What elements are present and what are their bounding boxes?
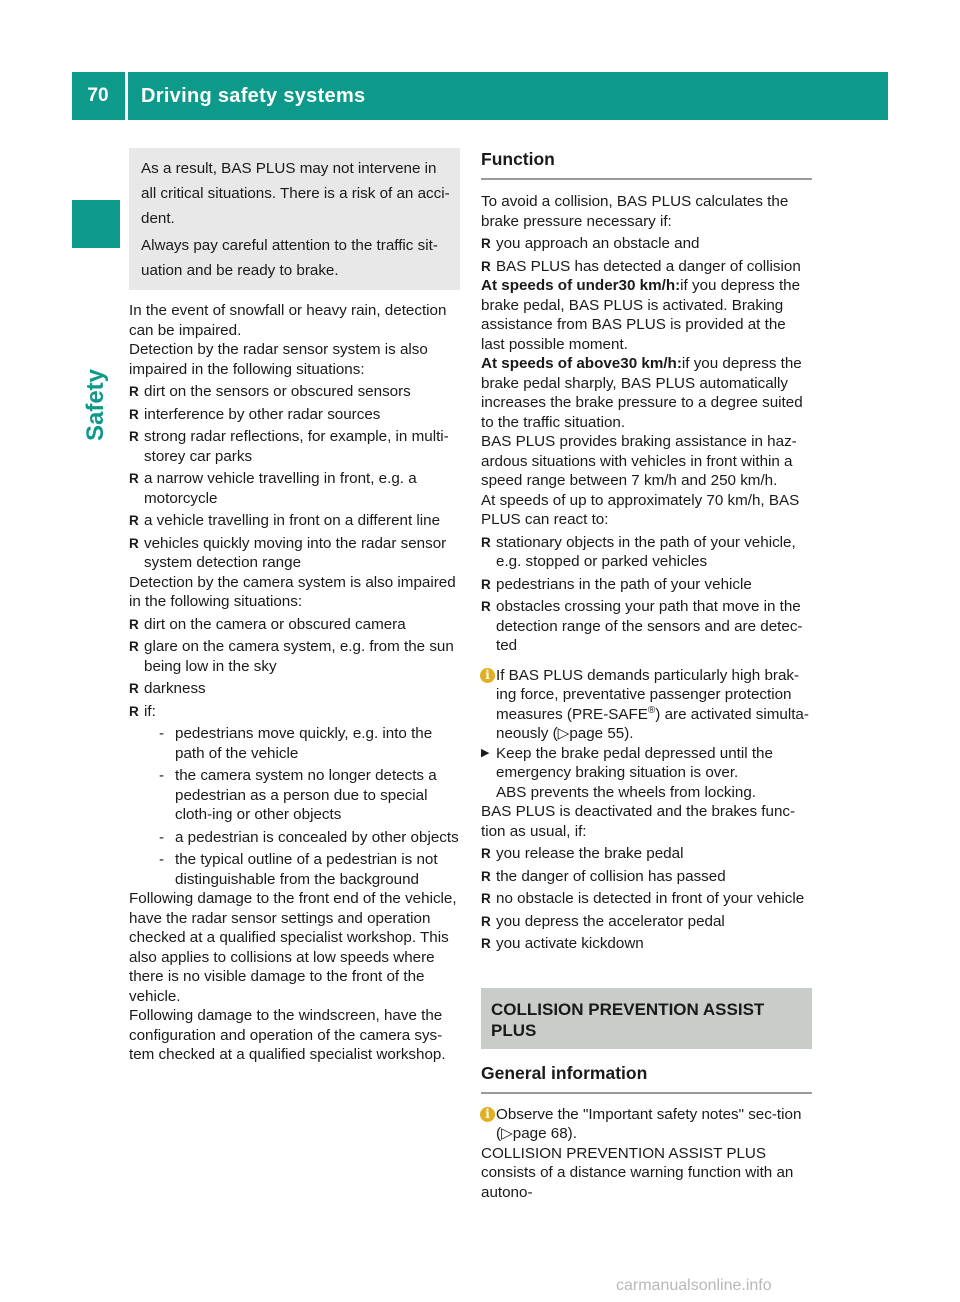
paragraph: BAS PLUS provides braking assistance in haz-ardous situations with vehicles in front within a speed range between 7 km/h and 250 km/h. bbox=[481, 433, 797, 489]
paragraph: Following damage to the windscreen, have the configuration and operation of the camera sys-tem checked at a qualified specialist workshop. bbox=[129, 1007, 446, 1063]
if-sublist bbox=[144, 724, 460, 889]
paragraph: BAS PLUS is deactivated and the brakes func-tion as usual, if: bbox=[481, 803, 796, 840]
info-note: i Observe the "Important safety notes" sec-tion (▷page 68). bbox=[481, 1105, 812, 1144]
list-item: R you approach an obstacle and bbox=[481, 234, 812, 254]
page-reference-link[interactable]: page 68 bbox=[512, 1125, 568, 1142]
above30-label: At speeds of above30 km/h: bbox=[481, 355, 682, 372]
list-item: R obstacles crossing your path that move in the detection range of the sensors and are detec-ted bbox=[481, 597, 812, 656]
page-ref-arrow-icon: ▷ bbox=[557, 725, 570, 742]
paragraph: COLLISION PREVENTION ASSIST PLUS consists of a distance warning function with an autono- bbox=[481, 1144, 794, 1201]
info-icon: i bbox=[480, 1107, 495, 1122]
paragraph: Following damage to the front end of the vehicle, have the radar sensor settings and operation checked at a qualified specialist workshop. This also applies to collisions at low speeds where there is no visible damage to the front of the vehicle. bbox=[129, 890, 457, 1005]
list-item: R vehicles quickly moving into the radar sensor system detection range bbox=[129, 534, 460, 573]
function-heading: Function bbox=[481, 148, 812, 180]
list-item: R a narrow vehicle travelling in front, e.g. a motorcycle bbox=[129, 469, 460, 508]
registered-mark: ® bbox=[647, 704, 656, 716]
collision-prevention-heading: COLLISION PREVENTION ASSIST PLUS bbox=[481, 988, 812, 1049]
paragraph-under30 bbox=[481, 276, 812, 354]
list-item: R you activate kickdown bbox=[481, 934, 812, 954]
paragraph-above30 bbox=[481, 354, 812, 432]
right-column bbox=[481, 148, 812, 1202]
under30-label: At speeds of under30 km/h: bbox=[481, 277, 681, 294]
sub-list-item: - the camera system no longer detects a pedestrian as a person due to special cloth-ing or other objects bbox=[144, 766, 460, 825]
list-item: R you release the brake pedal bbox=[481, 844, 812, 864]
page-ref-arrow-icon: ▷ bbox=[501, 1125, 513, 1142]
list-item: R a vehicle travelling in front on a different line bbox=[129, 511, 460, 531]
watermark: carmanualsonline.info bbox=[616, 1277, 772, 1294]
list-item: R no obstacle is detected in front of your vehicle bbox=[481, 889, 812, 909]
react-list bbox=[481, 533, 812, 656]
side-tab-label: Safety bbox=[82, 368, 110, 442]
camera-list bbox=[129, 615, 460, 890]
warning-box bbox=[129, 148, 460, 290]
info-note: i If BAS PLUS demands particularly high brak-ing force, preventative passenger protection measures (PRE-SAFE®) are activated simulta-neously (▷page 55). bbox=[481, 666, 812, 744]
list-item: R dirt on the sensors or obscured sensors bbox=[129, 382, 460, 402]
warning-text: As a result, BAS PLUS may not intervene in all critical situations. There is a risk of an acci-dent. bbox=[141, 160, 450, 227]
instruction-step: ▶ Keep the brake pedal depressed until the emergency braking situation is over. ABS prevents the wheels from locking. bbox=[481, 744, 812, 803]
sub-list-item: - pedestrians move quickly, e.g. into the path of the vehicle bbox=[144, 724, 460, 763]
deactivation-list bbox=[481, 844, 812, 954]
list-item: R interference by other radar sources bbox=[129, 405, 460, 425]
list-item: R dirt on the camera or obscured camera bbox=[129, 615, 460, 635]
list-item-text: if: bbox=[144, 702, 156, 720]
paragraph: In the event of snowfall or heavy rain, detection can be impaired. bbox=[129, 302, 447, 339]
header-divider bbox=[125, 72, 128, 120]
list-item: R pedestrians in the path of your vehicle bbox=[481, 575, 812, 595]
sub-list-item: - the typical outline of a pedestrian is not distinguishable from the background bbox=[144, 850, 460, 889]
step-note: ABS prevents the wheels from locking. bbox=[496, 783, 756, 801]
sub-list-item: - a pedestrian is concealed by other objects bbox=[144, 828, 460, 848]
list-item: R you depress the accelerator pedal bbox=[481, 912, 812, 932]
list-item: R the danger of collision has passed bbox=[481, 867, 812, 887]
paragraph: Detection by the camera system is also impaired in the following situations: bbox=[129, 573, 456, 610]
list-item: R glare on the camera system, e.g. from the sun being low in the sky bbox=[129, 637, 460, 676]
warning-text: Always pay careful attention to the traffic sit-uation and be ready to brake. bbox=[141, 237, 438, 279]
paragraph: At speeds of up to approximately 70 km/h, BAS PLUS can react to: bbox=[481, 491, 800, 528]
list-item: R darkness bbox=[129, 679, 460, 699]
page-title: Driving safety systems bbox=[141, 84, 366, 107]
condition-list bbox=[481, 234, 812, 276]
list-item: R BAS PLUS has detected a danger of collision bbox=[481, 257, 812, 277]
paragraph: To avoid a collision, BAS PLUS calculates the brake pressure necessary if: bbox=[481, 193, 789, 230]
list-item: R stationary objects in the path of your vehicle, e.g. stopped or parked vehicles bbox=[481, 533, 812, 572]
page-number: 70 bbox=[87, 85, 109, 106]
left-column bbox=[129, 148, 460, 1065]
list-item: R strong radar reflections, for example, in multi-storey car parks bbox=[129, 427, 460, 466]
page-reference-link[interactable]: page 55 bbox=[569, 725, 625, 742]
list-item bbox=[129, 702, 460, 890]
paragraph: Detection by the radar sensor system is also impaired in the following situations: bbox=[129, 341, 428, 378]
above30-text: if you depress the brake pedal sharply, BAS PLUS automatically increases the brake pressure to a degree suited to the traffic situation. bbox=[481, 355, 803, 431]
general-information-heading: General information bbox=[481, 1062, 812, 1094]
side-tab-block bbox=[72, 200, 120, 248]
info-icon: i bbox=[480, 668, 495, 683]
under30-text: if you depress the brake pedal, BAS PLUS is activated. Braking assistance from BAS PLUS is provided at the last possible moment. bbox=[481, 277, 801, 353]
radar-list bbox=[129, 382, 460, 573]
